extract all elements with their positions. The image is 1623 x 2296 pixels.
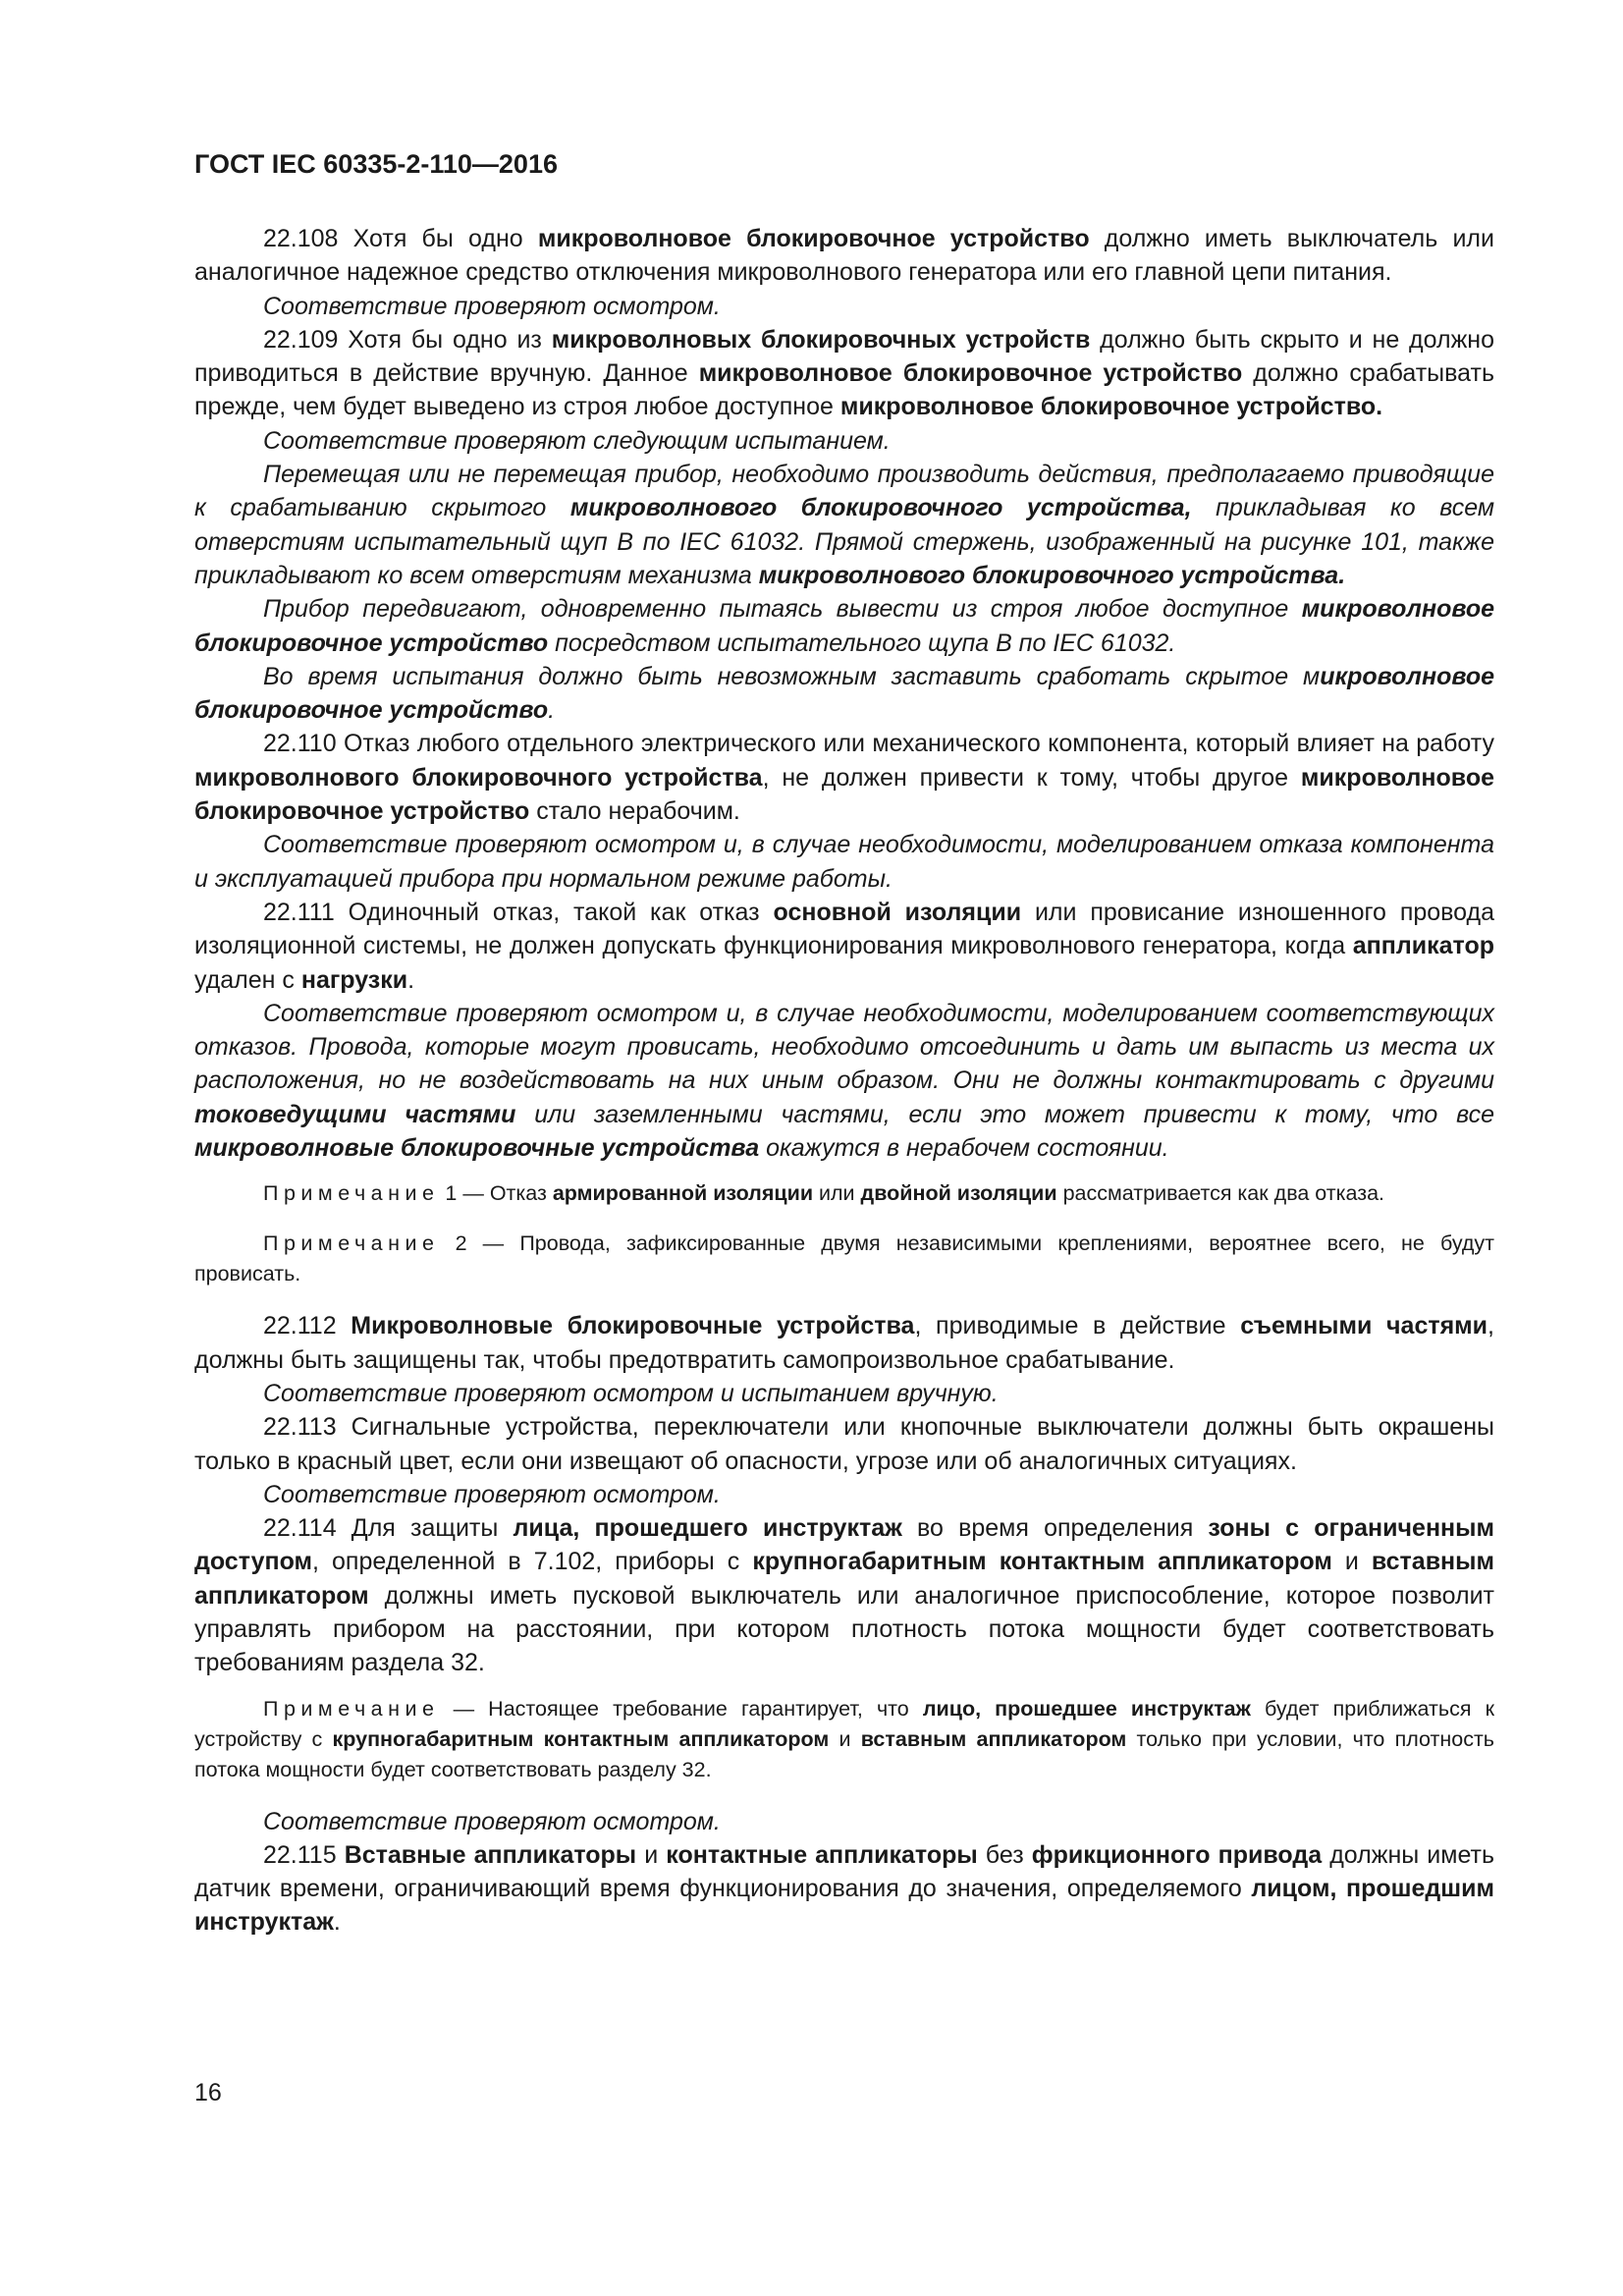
document-header: ГОСТ IEC 60335-2-110—2016: [194, 149, 558, 179]
text-run: 22.115: [263, 1840, 345, 1869]
clause-paragraph: [194, 896, 1494, 997]
text-run: 2 — Провода, зафиксированные двумя независимыми креплениями, вероятнее всего, не будут провисать.: [194, 1231, 1494, 1286]
text-run: 22.114 Для защиты: [263, 1514, 514, 1543]
defined-term: микроволнового блокировочного устройства,: [569, 494, 1192, 522]
defined-term: вставным аппликатором: [194, 1548, 1495, 1610]
text-run: должно быть скрыто и не должно приводиться в действие вручную. Данное: [194, 325, 1495, 388]
text-run: Соответствие проверяют следующим испытанием.: [263, 426, 891, 455]
text-run: Перемещая или не перемещая прибор, необходимо производить действия, предполагаемо приводящие к срабатыванию скрытого: [194, 461, 1494, 522]
text-run: , определенной в 7.102, приборы с: [312, 1548, 753, 1576]
compliance-paragraph: [194, 592, 1494, 660]
compliance-paragraph: [194, 1377, 1494, 1410]
text-run: только при условии, что плотность потока мощности будет соответствовать разделу 32.: [194, 1726, 1494, 1781]
text-run: .: [333, 1908, 341, 1937]
text-run: 22.111 Одиночный отказ, такой как отказ: [263, 898, 774, 926]
text-run: Прибор передвигают, одновременно пытаясь вывести из строя любое доступное: [263, 595, 1302, 624]
note-label: Примечание: [263, 1231, 440, 1256]
text-run: и: [1331, 1548, 1372, 1576]
compliance-paragraph: [194, 660, 1494, 728]
compliance-paragraph: [194, 424, 1494, 458]
note-paragraph: [194, 1694, 1494, 1785]
text-run: прикладывая ко всем отверстиям испытательный щуп В по IEC 61032. Прямой стержень, изображенный на рисунке 101, также прикладывают ко всем отверстиям механизма: [194, 494, 1494, 589]
compliance-paragraph: [194, 1805, 1494, 1838]
defined-term: основной изоляции: [773, 898, 1022, 926]
note-paragraph: [194, 1178, 1494, 1209]
compliance-paragraph: [194, 458, 1494, 592]
text-run: и: [829, 1726, 861, 1751]
defined-term: микроволновое блокировочное устройство: [194, 595, 1494, 657]
text-run: , должны быть защищены так, чтобы предотвратить самопроизвольное срабатывание.: [194, 1312, 1494, 1374]
compliance-paragraph: [194, 997, 1494, 1165]
text-run: 22.112: [263, 1312, 352, 1340]
text-run: без: [977, 1840, 1032, 1869]
text-run: будет приближаться к устройству с: [194, 1696, 1494, 1751]
text-run: Соответствие проверяют осмотром.: [263, 1480, 721, 1508]
defined-term: лица, прошедшего инструктаж: [513, 1514, 902, 1543]
text-run: должно иметь выключатель или аналогичное надежное средство отключения микроволнового генератора или его главной цепи питания.: [194, 225, 1494, 287]
text-run: 1 — Отказ: [439, 1181, 553, 1206]
defined-term: крупногабаритным контактным аппликатором: [752, 1548, 1332, 1576]
text-run: или заземленными частями, если это может привести к тому, что все: [515, 1100, 1494, 1128]
clause-paragraph: [194, 1511, 1494, 1679]
document-page: [194, 147, 1494, 1940]
text-run: .: [548, 696, 556, 725]
defined-term: микроволновое блокировочное устройство: [194, 763, 1494, 826]
note-paragraph: [194, 1229, 1494, 1289]
defined-term: икроволновое блокировочное устройство: [194, 662, 1494, 725]
text-run: или: [813, 1181, 861, 1206]
defined-term: нагрузки: [300, 965, 408, 994]
clause-paragraph: [194, 323, 1494, 424]
note-label: Примечание: [263, 1181, 440, 1206]
text-run: 22.108 Хотя бы одно: [263, 225, 538, 252]
text-run: и: [636, 1840, 667, 1869]
defined-term: токоведущими частями: [194, 1100, 516, 1128]
defined-term: фрикционного привода: [1031, 1840, 1323, 1869]
text-run: во время определения: [901, 1514, 1209, 1543]
text-run: Соответствие проверяют осмотром и, в случае необходимости, моделированием отказа компонента и эксплуатацией прибора при нормальном режиме работы.: [194, 831, 1494, 893]
clause-paragraph: [194, 1410, 1494, 1478]
defined-term: лицо, прошедшее инструктаж: [922, 1696, 1251, 1721]
text-run: должны иметь датчик времени, ограничивающий время функционирования до значения, определяемого: [194, 1840, 1494, 1903]
text-run: Соответствие проверяют осмотром.: [263, 1807, 721, 1835]
note-label: Примечание: [263, 1696, 440, 1721]
compliance-paragraph: [194, 290, 1494, 323]
defined-term: съемными частями: [1240, 1312, 1488, 1340]
defined-term: Микроволновые блокировочные устройства: [351, 1312, 915, 1340]
defined-term: микроволновое блокировочное устройство.: [839, 393, 1383, 421]
text-run: или провисание изношенного провода изоляционной системы, не должен допускать функционирования микроволнового генератора, когда: [194, 898, 1495, 960]
defined-term: микроволновых блокировочных устройств: [551, 325, 1091, 354]
clause-paragraph: [194, 1309, 1494, 1377]
text-run: — Настоящее требование гарантирует, что: [439, 1696, 923, 1721]
defined-term: Вставные аппликаторы: [344, 1840, 637, 1869]
text-run: должны иметь пусковой выключатель или аналогичное приспособление, которое позволит управлять прибором на расстоянии, при котором плотность потока мощности будет соответствовать требованиям раздела 32.: [194, 1581, 1494, 1677]
defined-term: вставным аппликатором: [860, 1726, 1127, 1751]
defined-term: микроволновые блокировочные устройства: [194, 1134, 760, 1163]
defined-term: армированной изоляции: [552, 1181, 814, 1206]
defined-term: крупногабаритным контактным аппликатором: [332, 1726, 830, 1751]
clause-paragraph: [194, 727, 1494, 828]
text-run: 22.113 Сигнальные устройства, переключатели или кнопочные выключатели должны быть окрашены только в красный цвет, если они извещают об опасности, угрозе или об аналогичных ситуациях.: [194, 1413, 1494, 1475]
text-run: должно срабатывать прежде, чем будет выведено из строя любое доступное: [194, 359, 1494, 421]
text-run: 22.110 Отказ любого отдельного электрического или механического компонента, который влияет на работу: [263, 730, 1494, 758]
text-run: рассматривается как два отказа.: [1056, 1181, 1385, 1206]
defined-term: микроволновое блокировочное устройство: [537, 225, 1090, 252]
text-run: 22.109 Хотя бы одно из: [263, 325, 552, 354]
clause-paragraph: [194, 1838, 1494, 1940]
defined-term: микроволнового блокировочного устройства: [194, 763, 763, 792]
defined-term: контактные аппликаторы: [666, 1840, 978, 1869]
compliance-paragraph: [194, 828, 1494, 896]
text-run: удален с: [194, 965, 301, 994]
text-run: Соответствие проверяют осмотром и испытанием вручную.: [263, 1379, 999, 1407]
clause-paragraph: [194, 222, 1494, 290]
text-run: Соответствие проверяют осмотром.: [263, 292, 721, 320]
text-run: посредством испытательного щупа В по IEC 61032.: [548, 629, 1176, 657]
defined-term: двойной изоляции: [860, 1181, 1057, 1206]
text-run: Соответствие проверяют осмотром и, в случае необходимости, моделированием соответствующих отказов. Провода, которые могут провисать, необходимо отсоединить и дать им выпасть из места их расположения, но не воздействовать на них иным образом. Они не должны контактировать с другими: [194, 999, 1494, 1095]
defined-term: аппликатор: [1352, 932, 1494, 960]
defined-term: лицом, прошедшим инструктаж: [194, 1875, 1494, 1937]
defined-term: микроволнового блокировочного устройства.: [758, 561, 1346, 589]
defined-term: зоны с ограниченным доступом: [194, 1514, 1494, 1576]
text-run: стало нерабочим.: [529, 797, 740, 826]
document-body: [194, 222, 1494, 1940]
defined-term: микроволновое блокировочное устройство: [698, 359, 1243, 388]
text-run: , приводимые в действие: [914, 1312, 1241, 1340]
text-run: .: [407, 965, 415, 994]
text-run: окажутся в нерабочем состоянии.: [759, 1134, 1169, 1163]
text-run: , не должен привести к тому, чтобы другое: [762, 763, 1301, 792]
text-run: Во время испытания должно быть невозможным заставить сработать скрытое м: [263, 662, 1321, 690]
compliance-paragraph: [194, 1478, 1494, 1511]
page-number: 16: [194, 2079, 222, 2106]
